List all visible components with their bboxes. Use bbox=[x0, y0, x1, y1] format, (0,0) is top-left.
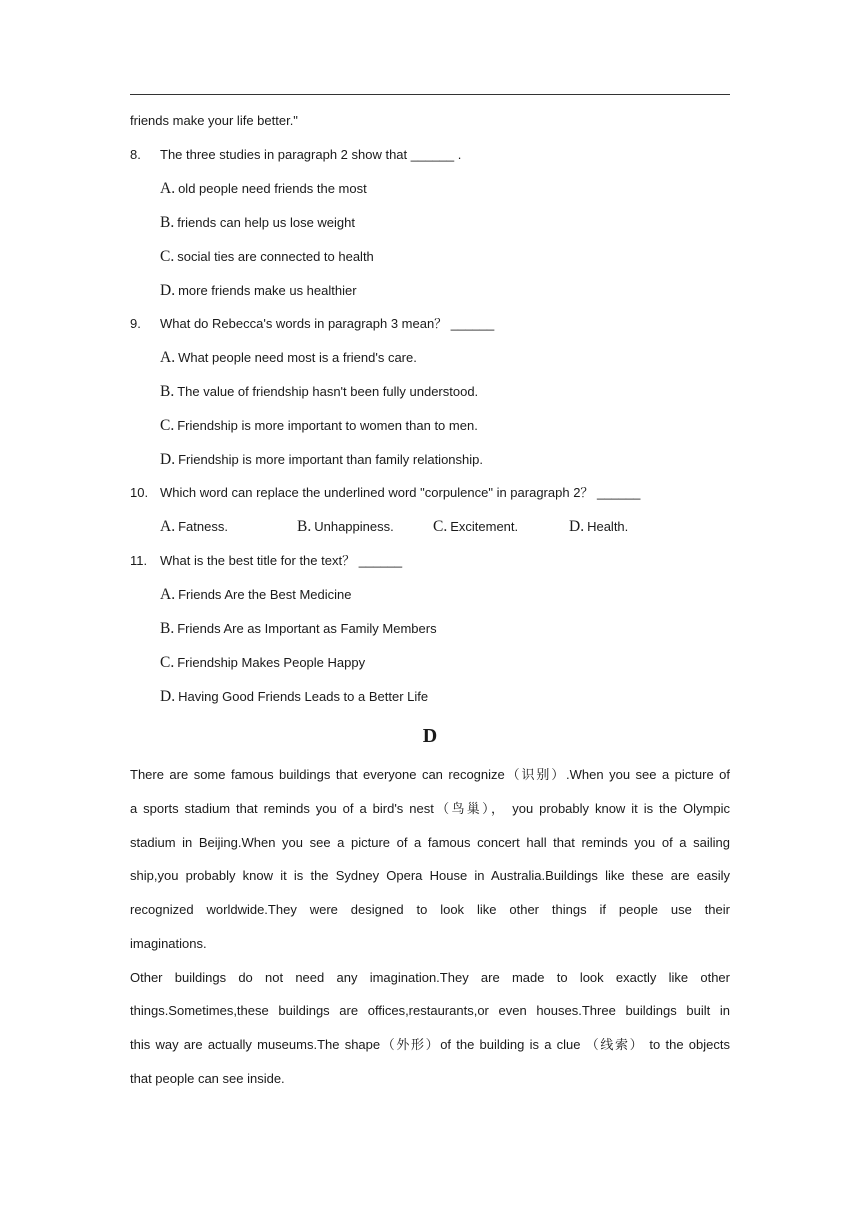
question-11-option-c bbox=[160, 654, 365, 672]
question-9-option-c bbox=[160, 417, 478, 435]
option-letter: B. bbox=[160, 214, 175, 231]
question-number: 11. bbox=[130, 553, 148, 568]
question-9-option-a bbox=[160, 349, 417, 367]
passage-line: this way are actually museums.The shape（外形）of the building is a clue （线索） to the objects bbox=[130, 1037, 730, 1052]
option-letter: C. bbox=[160, 248, 175, 265]
question-text: The three studies in paragraph 2 show that ______ . bbox=[160, 147, 462, 162]
previous-text-tail: friends make your life better." bbox=[130, 113, 298, 128]
passage-line: that people can see inside. bbox=[130, 1071, 285, 1086]
header-rule bbox=[130, 94, 730, 95]
option-text: Friendship Makes People Happy bbox=[177, 655, 366, 670]
question-8-option-a bbox=[160, 180, 367, 198]
question-9-option-d bbox=[160, 451, 483, 469]
question-11-stem bbox=[130, 552, 402, 570]
option-letter: A. bbox=[160, 349, 176, 366]
question-8-option-b bbox=[160, 214, 355, 232]
question-10-option-c bbox=[433, 518, 518, 536]
section-title: D bbox=[422, 725, 438, 747]
option-letter: D. bbox=[160, 688, 176, 705]
option-text: Friendship is more important to women than to men. bbox=[177, 418, 478, 433]
passage-line: stadium in Beijing.When you see a picture of a famous concert hall that reminds you of a sailing bbox=[130, 835, 730, 850]
question-8-option-d bbox=[160, 282, 357, 300]
question-number: 9. bbox=[130, 316, 141, 331]
option-text: What people need most is a friend's care. bbox=[178, 350, 417, 365]
question-number: 8. bbox=[130, 147, 141, 162]
question-11-option-b bbox=[160, 620, 437, 638]
passage-line: imaginations. bbox=[130, 936, 207, 951]
question-text: What do Rebecca's words in paragraph 3 mean？ ______ bbox=[160, 316, 495, 331]
passage-line: There are some famous buildings that everyone can recognize（识别）.When you see a picture of bbox=[130, 767, 730, 782]
option-text: Friendship is more important than family relationship. bbox=[178, 452, 483, 467]
question-9-stem bbox=[130, 315, 494, 333]
option-text: Friends Are as Important as Family Members bbox=[177, 621, 437, 636]
option-text: Having Good Friends Leads to a Better Life bbox=[178, 689, 429, 704]
option-text: Friends Are the Best Medicine bbox=[178, 587, 352, 602]
option-text: old people need friends the most bbox=[178, 181, 367, 196]
option-text: friends can help us lose weight bbox=[177, 215, 355, 230]
option-text: The value of friendship hasn't been fully understood. bbox=[177, 384, 479, 399]
question-11-option-d bbox=[160, 688, 428, 706]
passage-line: recognized worldwide.They were designed to look like other things if people use their bbox=[130, 902, 730, 917]
question-11-option-a bbox=[160, 586, 352, 604]
question-text: What is the best title for the text？ ______ bbox=[160, 553, 403, 568]
question-9-option-b bbox=[160, 383, 478, 401]
option-letter: A. bbox=[160, 518, 176, 535]
option-letter: C. bbox=[160, 654, 175, 671]
option-text: more friends make us healthier bbox=[178, 283, 357, 298]
question-10-option-a bbox=[160, 518, 228, 536]
option-text: Health. bbox=[587, 519, 629, 534]
option-text: Unhappiness. bbox=[314, 519, 394, 534]
option-text: Fatness. bbox=[178, 519, 228, 534]
passage-line: Other buildings do not need any imagination.They are made to look exactly like other bbox=[130, 970, 730, 985]
question-10-option-b bbox=[297, 518, 394, 536]
passage-line: things.Sometimes,these buildings are offices,restaurants,or even houses.Three buildings built in bbox=[130, 1003, 730, 1018]
option-text: social ties are connected to health bbox=[177, 249, 374, 264]
question-text: Which word can replace the underlined word "corpulence" in paragraph 2？ ______ bbox=[160, 485, 641, 500]
option-letter: A. bbox=[160, 586, 176, 603]
question-10-stem bbox=[130, 484, 640, 502]
question-8-option-c bbox=[160, 248, 374, 266]
option-letter: D. bbox=[160, 451, 176, 468]
option-letter: A. bbox=[160, 180, 176, 197]
question-number: 10. bbox=[130, 485, 149, 500]
passage-line: a sports stadium that reminds you of a bird's nest（鸟巢）， you probably know it is the Olympic bbox=[130, 801, 730, 816]
option-letter: B. bbox=[297, 518, 312, 535]
option-letter: B. bbox=[160, 383, 175, 400]
option-letter: C. bbox=[160, 417, 175, 434]
option-letter: C. bbox=[433, 518, 448, 535]
option-letter: B. bbox=[160, 620, 175, 637]
option-letter: D. bbox=[569, 518, 585, 535]
option-letter: D. bbox=[160, 282, 176, 299]
question-8-stem bbox=[130, 146, 461, 164]
question-10-option-d bbox=[569, 518, 628, 536]
option-text: Excitement. bbox=[450, 519, 519, 534]
passage-line: ship,you probably know it is the Sydney Opera House in Australia.Buildings like these are easily bbox=[130, 868, 730, 883]
